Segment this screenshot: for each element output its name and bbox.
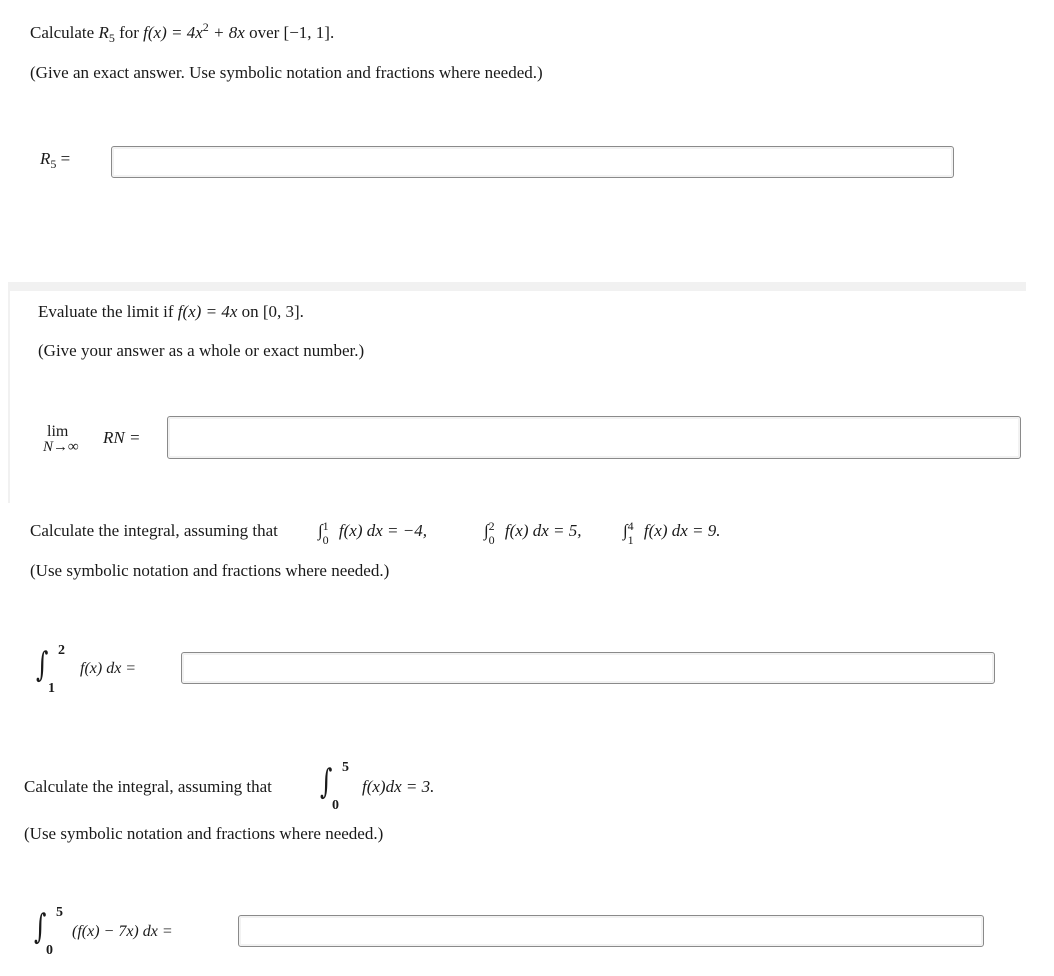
- problem1-answer-r: R: [40, 149, 51, 168]
- problem3-answer-lower: 1: [48, 681, 55, 696]
- problem1-r-sub: 5: [108, 31, 115, 45]
- problem3-given-3: [623, 519, 721, 547]
- problem1-func: f(x) = 4x: [143, 23, 203, 42]
- problem3-i3-upper: 4: [627, 519, 634, 533]
- problem2-instructions: (Give your answer as a whole or exact number.): [38, 341, 365, 360]
- problem4-instructions: (Use symbolic notation and fractions where needed.): [24, 824, 384, 843]
- problem1-for: for: [119, 23, 139, 42]
- problem3-i1-lower: 0: [322, 533, 329, 547]
- problem1-func-rest: + 8x: [213, 23, 245, 42]
- problem3-instructions: (Use symbolic notation and fractions where needed.): [30, 561, 390, 580]
- problem3-i2-expr: f(x) dx = 5,: [504, 521, 582, 540]
- problem3-statement: [30, 520, 278, 542]
- integral-sign-icon: ∫: [623, 521, 628, 540]
- problem4-statement: Calculate the integral, assuming that: [24, 777, 272, 796]
- integral-sign-icon: ∫: [484, 521, 489, 540]
- problem3-i3-lower: 1: [627, 533, 634, 547]
- integral-sign-icon: ∫: [34, 907, 47, 947]
- problem3-i2-lower: 0: [488, 533, 495, 547]
- problem1-answer-label: [40, 148, 70, 171]
- problem2-answer-input[interactable]: [167, 416, 1021, 459]
- problem1-r-label: R: [98, 23, 109, 42]
- problem3-answer-input[interactable]: [181, 652, 995, 684]
- problem1-interval: [−1, 1].: [283, 23, 335, 42]
- problem2-expr: RN =: [103, 428, 141, 447]
- problem2-func: f(x) = 4x: [177, 302, 238, 321]
- problem1-instructions: (Give an exact answer. Use symbolic notation and fractions where needed.): [30, 63, 543, 82]
- problem3-i2-upper: 2: [488, 519, 495, 533]
- integral-sign-icon: ∫: [318, 521, 323, 540]
- problem4-answer-input[interactable]: [238, 915, 984, 947]
- problem2-interval: [0, 3].: [262, 302, 304, 321]
- problem2-on: on: [241, 302, 259, 321]
- problem3-answer-upper: 2: [58, 643, 65, 658]
- problem4-answer-lower: 0: [46, 943, 53, 958]
- problem2-lim-sub: N→∞: [43, 439, 79, 455]
- problem3-prefix: Calculate the integral, assuming that: [30, 521, 278, 540]
- problem4-answer-upper: 5: [56, 905, 63, 920]
- problem3-i1-expr: f(x) dx = −4,: [338, 521, 428, 540]
- problem2-lim: lim: [47, 423, 69, 440]
- problem1-over: over: [249, 23, 280, 42]
- problem3-i1-upper: 1: [322, 519, 329, 533]
- problem3-answer-expr: f(x) dx =: [80, 660, 137, 677]
- integral-sign-icon: ∫: [36, 645, 49, 685]
- problem1-statement: [30, 22, 334, 45]
- problem3-i3-expr: f(x) dx = 9.: [643, 521, 721, 540]
- problem2-prefix: Evaluate the limit if: [38, 302, 174, 321]
- problem1-answer-eq: =: [60, 149, 71, 168]
- problem3-given-1: [318, 519, 428, 547]
- problem1-exp: 2: [202, 20, 209, 34]
- problem1-answer-input[interactable]: [111, 146, 954, 178]
- integral-sign-icon: ∫: [320, 762, 333, 802]
- problem1-answer-sub: 5: [50, 157, 57, 171]
- problem4-given-lower: 0: [332, 798, 339, 813]
- problem1-prefix: Calculate: [30, 23, 95, 42]
- problem4-answer-expr: (f(x) − 7x) dx =: [72, 923, 173, 940]
- problem4-given-upper: 5: [342, 760, 349, 775]
- problem3-given-2: [484, 519, 582, 547]
- problem4-given-expr: f(x)dx = 3.: [362, 777, 435, 796]
- problem2-statement: [38, 301, 304, 323]
